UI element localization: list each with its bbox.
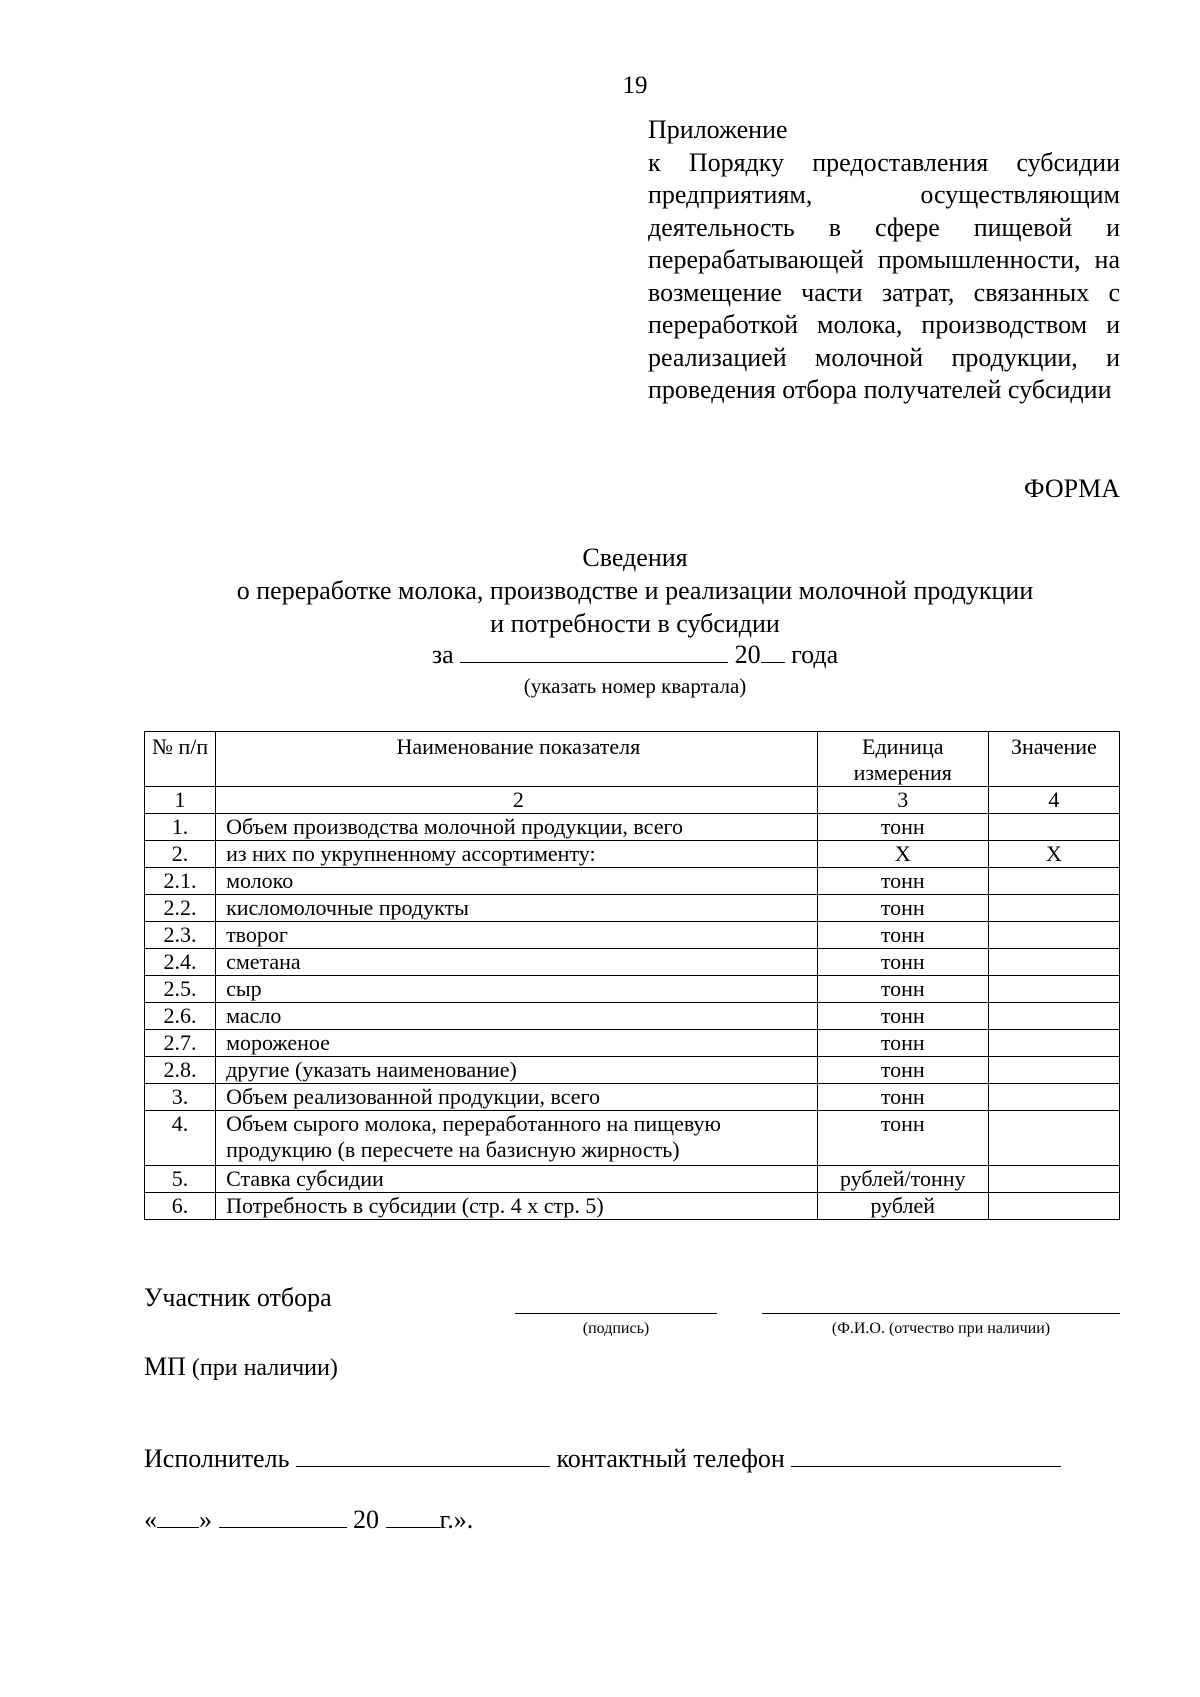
- row-value-cell[interactable]: [988, 1030, 1119, 1057]
- year-blank[interactable]: [761, 640, 785, 663]
- column-number: 1: [145, 787, 216, 814]
- row-unit: тонн: [817, 895, 988, 922]
- row-name: Ставка субсидии: [216, 1166, 818, 1193]
- row-number: 2.1.: [145, 868, 216, 895]
- row-value-cell[interactable]: [988, 868, 1119, 895]
- row-name: Потребность в субсидии (стр. 4 х стр. 5): [216, 1193, 818, 1220]
- table-row: [145, 1057, 1120, 1084]
- row-number: 2.6.: [145, 1003, 216, 1030]
- row-name: творог: [216, 922, 818, 949]
- year-suffix-blank[interactable]: [386, 1505, 440, 1528]
- row-number: 2.2.: [145, 895, 216, 922]
- executor-line: [144, 1444, 1061, 1474]
- row-unit: тонн: [817, 1084, 988, 1111]
- executor-blank[interactable]: [296, 1444, 550, 1467]
- row-name: другие (указать наименование): [216, 1057, 818, 1084]
- row-value-cell[interactable]: [988, 976, 1119, 1003]
- row-unit: тонн: [817, 1057, 988, 1084]
- signature-caption: (подпись): [582, 1320, 650, 1337]
- table-row: [145, 814, 1120, 841]
- header-number: № п/п: [145, 732, 216, 787]
- date-line: [144, 1505, 473, 1535]
- stamp-note: (при наличии): [191, 1355, 338, 1381]
- table-header-row: [145, 732, 1120, 787]
- table-row: [145, 1193, 1120, 1220]
- row-name: мороженое: [216, 1030, 818, 1057]
- row-number: 2.3.: [145, 922, 216, 949]
- table-row: [145, 1003, 1120, 1030]
- row-name: молоко: [216, 868, 818, 895]
- appendix-title: Приложение: [648, 115, 788, 144]
- row-unit: рублей/тонну: [817, 1166, 988, 1193]
- signature-line[interactable]: [515, 1313, 717, 1314]
- header-unit: Единица измерения: [817, 732, 988, 787]
- row-number: 6.: [145, 1193, 216, 1220]
- table-row: [145, 949, 1120, 976]
- quarter-blank[interactable]: [460, 640, 728, 663]
- row-name: кисломолочные продукты: [216, 895, 818, 922]
- participant-label: Участник отбора: [144, 1283, 332, 1312]
- row-value-cell[interactable]: [988, 1057, 1119, 1084]
- row-value-cell[interactable]: [988, 1003, 1119, 1030]
- document-heading: [0, 541, 1200, 640]
- full-name-caption: (Ф.И.О. (отчество при наличии): [831, 1320, 1051, 1337]
- period-year-prefix: 20: [734, 640, 761, 669]
- period-prefix: за: [431, 640, 454, 669]
- table-row: [145, 1166, 1120, 1193]
- row-name: Объем реализованной продукции, всего: [216, 1084, 818, 1111]
- row-unit: тонн: [817, 949, 988, 976]
- column-number: 4: [988, 787, 1119, 814]
- row-name: сметана: [216, 949, 818, 976]
- row-value-cell[interactable]: [988, 1084, 1119, 1111]
- row-number: 2.4.: [145, 949, 216, 976]
- table-row: [145, 1111, 1120, 1166]
- heading-line-3: и потребности в субсидии: [490, 609, 780, 638]
- appendix-block: [648, 114, 1120, 407]
- period-suffix: года: [791, 640, 839, 669]
- heading-line-2: о переработке молока, производстве и реализации молочной продукции: [236, 576, 1034, 605]
- row-name: Объем производства молочной продукции, всего: [216, 814, 818, 841]
- row-name: сыр: [216, 976, 818, 1003]
- row-name: масло: [216, 1003, 818, 1030]
- full-name-line[interactable]: [762, 1313, 1120, 1314]
- row-number: 2.7.: [145, 1030, 216, 1057]
- date-open-quote: «: [144, 1505, 157, 1534]
- row-unit: тонн: [817, 1003, 988, 1030]
- appendix-body: к Порядку предоставления субсидии предприятиям, осуществляющим деятельность в сфере пищевой и перерабатывающей промышленности, на возмещение части затрат, связанных с переработкой молока, производством и реализацией молочной продукции, и проведения отбора получателей субсидии: [648, 147, 1120, 404]
- date-suffix: г.».: [439, 1505, 474, 1534]
- row-number: 4.: [145, 1111, 216, 1166]
- row-unit: тонн: [817, 1030, 988, 1057]
- row-number: 3.: [145, 1084, 216, 1111]
- date-year-prefix: 20: [353, 1505, 379, 1534]
- table-row: [145, 895, 1120, 922]
- table-row: [145, 922, 1120, 949]
- row-name: Объем сырого молока, переработанного на пищевую продукцию (в пересчете на базисную жирность): [216, 1111, 818, 1166]
- row-value-cell[interactable]: [988, 922, 1119, 949]
- row-unit: тонн: [817, 814, 988, 841]
- indicators-table: [144, 731, 1120, 1220]
- table-row: [145, 841, 1120, 868]
- table-row: [145, 976, 1120, 1003]
- row-number: 2.: [145, 841, 216, 868]
- column-number: 3: [817, 787, 988, 814]
- table-row: [145, 1084, 1120, 1111]
- form-label: ФОРМА: [1024, 474, 1120, 503]
- row-value-cell[interactable]: [988, 814, 1119, 841]
- row-number: 5.: [145, 1166, 216, 1193]
- month-blank[interactable]: [219, 1505, 347, 1528]
- period-hint: (указать номер квартала): [523, 674, 747, 698]
- heading-line-1: Сведения: [582, 543, 688, 572]
- row-unit: тонн: [817, 922, 988, 949]
- row-number: 1.: [145, 814, 216, 841]
- row-unit: тонн: [817, 1111, 988, 1166]
- day-blank[interactable]: [157, 1505, 199, 1528]
- row-value-cell[interactable]: [988, 1166, 1119, 1193]
- column-number: 2: [216, 787, 818, 814]
- row-number: 2.8.: [145, 1057, 216, 1084]
- column-number-row: [145, 787, 1120, 814]
- stamp-label: [144, 1352, 338, 1382]
- row-value-cell[interactable]: [988, 1111, 1119, 1166]
- row-unit: рублей: [817, 1193, 988, 1220]
- stamp-abbrev: МП: [144, 1352, 186, 1381]
- executor-label: Исполнитель: [144, 1444, 290, 1473]
- table-row: [145, 868, 1120, 895]
- row-value-cell[interactable]: [988, 895, 1119, 922]
- row-unit: тонн: [817, 976, 988, 1003]
- header-name: Наименование показателя: [216, 732, 818, 787]
- date-close-quote: »: [199, 1505, 212, 1534]
- table-row: [145, 1030, 1120, 1057]
- phone-label: контактный телефон: [556, 1444, 785, 1473]
- phone-blank[interactable]: [791, 1444, 1061, 1467]
- page-number: 19: [622, 72, 648, 99]
- row-name: из них по укрупненному ассортименту:: [216, 841, 818, 868]
- row-value-cell[interactable]: [988, 1193, 1119, 1220]
- row-number: 2.5.: [145, 976, 216, 1003]
- row-unit: тонн: [817, 868, 988, 895]
- row-value-cell: Х: [988, 841, 1119, 868]
- period-line: [0, 640, 1200, 670]
- row-value-cell[interactable]: [988, 949, 1119, 976]
- header-value: Значение: [988, 732, 1119, 787]
- row-unit: Х: [817, 841, 988, 868]
